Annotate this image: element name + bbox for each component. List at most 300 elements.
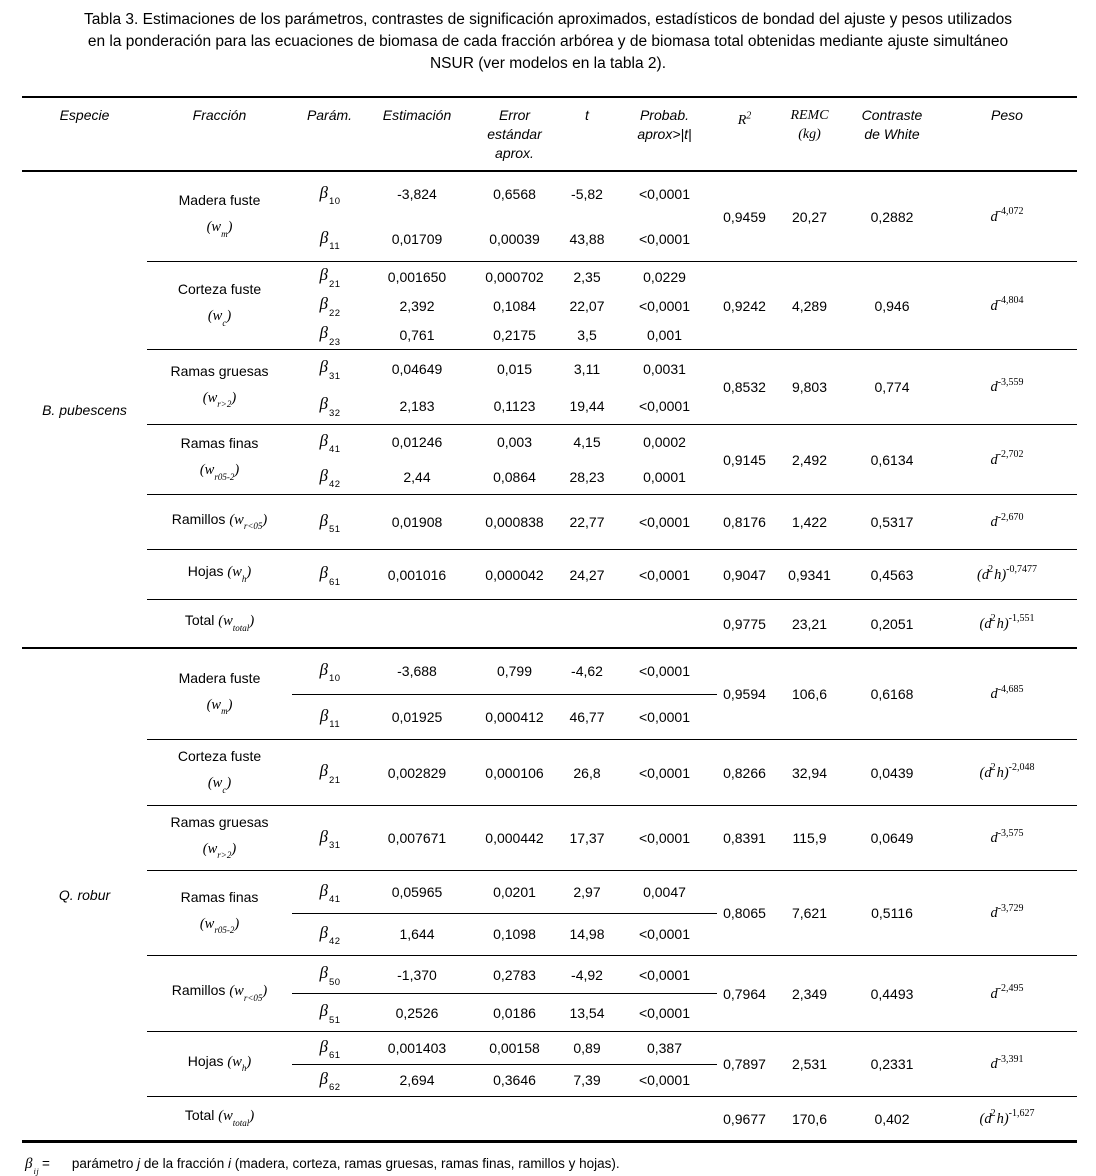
fraction-symbol-line <box>200 461 239 484</box>
fraction-symbol: $(w_h)$ <box>227 1053 252 1074</box>
col-header-param: Parám. <box>306 107 353 123</box>
estimate-value: 1,644 <box>399 926 435 943</box>
weight-value: $d^{-3,559}$ <box>990 376 1024 396</box>
white-contrast-value: 0,774 <box>874 379 910 395</box>
param-row <box>292 956 717 994</box>
param-row <box>292 291 717 320</box>
param-symbol: $\beta_{21}$ <box>319 761 341 786</box>
param-symbol: $\beta_{61}$ <box>319 563 341 588</box>
param-symbol-cell <box>292 394 367 419</box>
param-row <box>292 806 717 870</box>
param-symbol-cell <box>292 660 367 685</box>
param-row <box>292 871 717 914</box>
fraction-symbol: $(w_{total})$ <box>218 1108 255 1128</box>
remc-value: 1,422 <box>791 514 828 530</box>
weight-value: $d^{-4,072}$ <box>990 206 1024 225</box>
param-symbol-cell <box>292 761 367 786</box>
col-header-error-estandar: Error estándar aprox. <box>487 107 542 161</box>
fraction-symbol-line <box>203 389 236 412</box>
fraction-name: Ramillos $(w_{r<05})$ <box>171 982 268 1003</box>
stderr-value: 0,2783 <box>493 966 536 983</box>
fraction-group <box>147 805 1077 870</box>
param-symbol: $\beta_{41}$ <box>319 431 341 456</box>
white-contrast-value: 0,6134 <box>870 451 914 468</box>
stderr-value: 0,00039 <box>489 230 540 247</box>
param-symbol-cell <box>292 466 367 488</box>
param-row <box>292 495 717 549</box>
param-symbol: $\beta_{41}$ <box>319 880 341 905</box>
species-name: B. pubescens <box>42 401 127 418</box>
fit-statistics <box>717 600 1077 647</box>
weight-value: $(d^2h)^{-0,7477}$ <box>976 564 1038 583</box>
fit-statistics <box>717 425 1077 494</box>
estimate-value: 0,2526 <box>395 1004 439 1021</box>
param-rows <box>292 172 717 261</box>
param-symbol: $\beta_{10}$ <box>319 660 341 685</box>
caption-line-2: en la ponderación para las ecuaciones de biomasa de cada fracción arbórea y de biomasa total obtenidas mediante ajuste simultáneo <box>87 33 1009 50</box>
p-value: 0,387 <box>646 1039 683 1056</box>
estimate-value: 0,001016 <box>387 566 447 583</box>
t-value: 0,89 <box>573 1039 601 1056</box>
t-value: 46,77 <box>569 708 605 725</box>
r2-value: 0,9145 <box>723 451 766 468</box>
fraction-symbol: $(w_{r>2})$ <box>202 389 237 410</box>
param-row <box>292 320 717 349</box>
param-rows <box>292 1097 717 1140</box>
col-header-fraccion: Fracción <box>192 107 247 123</box>
fraction-group <box>147 739 1077 805</box>
col-header-probab: Probab. aprox>|t| <box>637 107 692 142</box>
remc-value: 32,94 <box>791 764 828 781</box>
p-value: 0,0031 <box>643 360 686 377</box>
weight-cell <box>937 614 1077 633</box>
p-value: <0,0001 <box>639 966 690 983</box>
p-value: <0,0001 <box>639 397 690 414</box>
footnote-equals: = <box>41 1156 50 1171</box>
param-symbol-cell <box>292 881 367 903</box>
param-symbol-cell <box>292 431 367 456</box>
weight-cell <box>937 829 1077 848</box>
white-contrast-value: 0,0649 <box>870 830 914 846</box>
remc-value: 2,349 <box>791 985 828 1002</box>
fraction-symbol: $(w_{total})$ <box>218 613 255 633</box>
white-contrast-value: 0,2882 <box>870 208 914 225</box>
col-header-especie: Especie <box>59 107 110 123</box>
estimate-value: 0,01925 <box>391 708 443 725</box>
p-value: <0,0001 <box>639 514 690 530</box>
fraction-name: Madera fuste <box>178 192 261 209</box>
white-contrast-value: 0,946 <box>874 297 910 314</box>
remc-value: 7,621 <box>791 905 828 921</box>
r2-value: 0,8532 <box>723 379 766 395</box>
fraction-symbol-line <box>203 840 236 863</box>
white-contrast-value: 0,2051 <box>870 615 914 632</box>
species-name: Q. robur <box>58 886 111 903</box>
weight-cell <box>937 1109 1077 1128</box>
table-header-row <box>22 98 1077 172</box>
fraction-label <box>147 1097 292 1140</box>
fraction-name: Corteza fuste <box>177 748 262 765</box>
stderr-value: 0,000042 <box>485 566 544 583</box>
param-symbol-cell <box>292 706 367 728</box>
fraction-symbol: $(w_{r05-2})$ <box>199 462 240 482</box>
t-value: 3,11 <box>573 360 601 377</box>
param-rows <box>292 425 717 494</box>
param-symbol-cell <box>292 963 367 988</box>
fraction-name: Hojas $(w_h)$ <box>187 563 252 584</box>
p-value: <0,0001 <box>639 663 690 680</box>
param-symbol: $\beta_{23}$ <box>319 323 341 348</box>
param-symbol: $\beta_{11}$ <box>319 227 341 252</box>
weight-value: $d^{-2,702}$ <box>990 449 1024 468</box>
estimate-value: 0,01908 <box>391 514 443 530</box>
param-symbol: $\beta_{42}$ <box>319 923 341 948</box>
fraction-label <box>147 649 292 739</box>
white-contrast-value: 0,6168 <box>870 686 914 702</box>
white-contrast-value: 0,4493 <box>870 985 914 1002</box>
nsur-table <box>22 96 1077 1143</box>
stderr-value: 0,0201 <box>493 883 536 900</box>
param-symbol-cell <box>292 826 367 852</box>
fraction-symbol: $(w_{r<05})$ <box>229 511 268 532</box>
species-section <box>22 172 1077 647</box>
white-contrast-value: 0,4563 <box>870 566 914 583</box>
stderr-value: 0,015 <box>496 360 533 377</box>
fraction-label <box>147 740 292 805</box>
t-value: 17,37 <box>569 830 605 846</box>
estimate-value: 0,01246 <box>391 434 443 451</box>
stderr-value: 0,799 <box>496 663 533 680</box>
param-rows <box>292 262 717 349</box>
t-value: 13,54 <box>569 1004 605 1021</box>
param-row <box>292 425 717 460</box>
fraction-name: Ramas gruesas <box>170 362 269 379</box>
fraction-symbol: $(w_m)$ <box>206 696 233 717</box>
fit-statistics <box>717 350 1077 424</box>
t-value: 7,39 <box>573 1072 601 1089</box>
remc-value: 9,803 <box>791 379 828 395</box>
fraction-name: Ramas finas <box>180 888 259 905</box>
estimate-value: 0,001650 <box>387 268 447 285</box>
weight-cell <box>937 685 1077 704</box>
r2-value: 0,9459 <box>723 208 766 225</box>
fraction-name: Ramas finas <box>180 435 259 452</box>
white-contrast-value: 0,402 <box>874 1110 910 1127</box>
t-value: 3,5 <box>577 326 597 343</box>
fraction-name: Total $(w_{total})$ <box>184 612 255 633</box>
fraction-group <box>147 549 1077 599</box>
col-header-t: t <box>585 107 589 123</box>
table-body <box>22 172 1077 1143</box>
fit-statistics <box>717 871 1077 955</box>
beta-ij-symbol: $\beta_{ij}$ <box>25 1156 40 1176</box>
estimate-value: 0,01709 <box>391 230 443 247</box>
t-value: 28,23 <box>569 468 605 485</box>
param-symbol: $\beta_{51}$ <box>319 1001 341 1026</box>
param-row <box>292 460 717 495</box>
param-rows <box>292 806 717 870</box>
param-rows <box>292 550 717 599</box>
p-value: <0,0001 <box>639 708 690 725</box>
stderr-value: 0,1084 <box>493 297 536 314</box>
fraction-label <box>147 495 292 549</box>
fraction-group <box>147 649 1077 739</box>
param-rows <box>292 350 717 424</box>
param-row <box>292 172 717 217</box>
fit-statistics <box>717 172 1077 261</box>
p-value: <0,0001 <box>639 830 690 846</box>
param-rows <box>292 956 717 1031</box>
fraction-symbol: $(w_{r>2})$ <box>202 840 237 861</box>
estimate-value: -3,824 <box>397 186 437 203</box>
p-value: <0,0001 <box>639 566 690 583</box>
param-rows <box>292 1032 717 1096</box>
fraction-group <box>147 1096 1077 1140</box>
estimate-value: 0,761 <box>399 326 435 343</box>
param-symbol: $\beta_{21}$ <box>319 265 341 290</box>
stderr-value: 0,000412 <box>485 708 544 725</box>
param-symbol-cell <box>292 923 367 948</box>
param-symbol: $\beta_{32}$ <box>319 394 341 419</box>
fit-statistics <box>717 740 1077 805</box>
fraction-group <box>147 870 1077 955</box>
table-footnote <box>25 1156 1096 1174</box>
t-value: -5,82 <box>571 186 603 203</box>
p-value: <0,0001 <box>639 1072 690 1089</box>
fraction-name: Ramillos $(w_{r<05})$ <box>171 510 268 532</box>
t-value: 14,98 <box>569 926 605 943</box>
weight-cell <box>937 450 1077 469</box>
r2-value: 0,8176 <box>723 514 766 530</box>
estimate-value: 0,007671 <box>387 830 447 846</box>
estimate-value: -1,370 <box>397 966 437 983</box>
weight-cell <box>937 378 1077 397</box>
fraction-label <box>147 600 292 647</box>
param-rows <box>292 871 717 955</box>
stderr-value: 0,00158 <box>489 1039 540 1056</box>
fraction-group <box>147 599 1077 647</box>
t-value: 4,15 <box>573 434 601 451</box>
param-symbol: $\beta_{50}$ <box>319 963 341 988</box>
p-value: <0,0001 <box>639 926 690 943</box>
param-symbol-cell <box>292 563 367 588</box>
t-value: 22,77 <box>569 514 605 530</box>
white-contrast-value: 0,0439 <box>870 764 914 781</box>
stderr-value: 0,0186 <box>493 1004 536 1021</box>
p-value: 0,0002 <box>643 434 686 451</box>
fraction-group <box>147 424 1077 494</box>
fraction-symbol: $(w_m)$ <box>206 219 233 239</box>
param-symbol-cell <box>292 1001 367 1026</box>
param-symbol-cell <box>292 323 367 348</box>
fraction-symbol: $(w_c)$ <box>207 308 232 328</box>
weight-cell <box>937 207 1077 226</box>
param-row <box>292 649 717 695</box>
estimate-value: 0,05965 <box>391 883 443 900</box>
param-symbol: $\beta_{31}$ <box>319 357 341 382</box>
col-header-peso: Peso <box>991 107 1023 123</box>
p-value: 0,001 <box>646 326 683 343</box>
fit-statistics <box>717 1097 1077 1140</box>
fraction-label <box>147 956 292 1031</box>
param-symbol: $\beta_{51}$ <box>319 510 341 536</box>
param-symbol-cell <box>292 357 367 382</box>
fit-statistics <box>717 550 1077 599</box>
param-symbol-cell <box>292 510 367 536</box>
param-rows <box>292 649 717 739</box>
white-contrast-value: 0,5116 <box>871 905 913 921</box>
param-row <box>292 740 717 805</box>
p-value: 0,0229 <box>643 268 686 285</box>
fraction-name: Total $(w_{total})$ <box>184 1107 255 1128</box>
param-row <box>292 387 717 424</box>
r2-value: 0,7897 <box>723 1056 766 1072</box>
param-symbol: $\beta_{62}$ <box>319 1069 341 1094</box>
fraction-group <box>147 261 1077 349</box>
r2-value: 0,8391 <box>723 830 766 846</box>
weight-value: $(d^2h)^{-1,627}$ <box>979 1108 1035 1127</box>
param-row <box>292 1065 717 1097</box>
stderr-value: 0,0864 <box>493 468 536 485</box>
estimate-value: 2,44 <box>403 468 431 485</box>
remc-value: 23,21 <box>791 615 828 632</box>
param-symbol: $\beta_{11}$ <box>319 705 341 730</box>
fraction-label <box>147 350 292 424</box>
remc-value: 2,492 <box>791 451 828 468</box>
weight-value: $d^{-3,575}$ <box>990 827 1024 847</box>
remc-value: 0,9341 <box>788 566 831 583</box>
param-symbol-cell <box>292 265 367 290</box>
caption-line-1: Tabla 3. Estimaciones de los parámetros, contrastes de significación aproximados, estadísticos de bondad del ajuste y pesos utilizados <box>84 11 1012 28</box>
fraction-groups <box>147 649 1077 1140</box>
fit-statistics <box>717 495 1077 549</box>
species-section <box>22 647 1077 1140</box>
weight-cell <box>937 513 1077 532</box>
stderr-value: 0,000838 <box>485 514 544 530</box>
param-symbol-cell <box>292 183 367 208</box>
weight-cell <box>937 1055 1077 1074</box>
stderr-value: 0,3646 <box>493 1072 536 1089</box>
white-contrast-value: 0,5317 <box>870 514 914 530</box>
t-value: 19,44 <box>569 397 605 414</box>
estimate-value: 2,694 <box>399 1072 435 1089</box>
estimate-value: 0,002829 <box>387 764 447 781</box>
fit-statistics <box>717 649 1077 739</box>
param-row <box>292 350 717 387</box>
fraction-label <box>147 425 292 494</box>
remc-value: 20,27 <box>791 208 828 225</box>
fit-statistics <box>717 1032 1077 1096</box>
r2-value: 0,9242 <box>723 297 766 314</box>
col-header-remc: REMC (kg) <box>790 108 829 142</box>
r2-value: 0,7964 <box>723 985 766 1002</box>
r2-value: 0,9775 <box>723 615 766 632</box>
weight-cell <box>937 984 1077 1003</box>
estimate-value: -3,688 <box>397 663 437 680</box>
param-row <box>292 217 717 262</box>
r2-value: 0,8266 <box>723 764 766 781</box>
param-symbol-cell <box>292 294 367 319</box>
param-row <box>292 994 717 1031</box>
footnote-text: parámetro j de la fracción i (madera, corteza, ramas gruesas, ramas finas, ramillos y hojas). <box>71 1156 620 1171</box>
fraction-symbol-line <box>208 307 231 330</box>
t-value: 2,97 <box>573 883 601 900</box>
col-header-estimacion: Estimación <box>382 107 452 123</box>
fraction-label <box>147 1032 292 1096</box>
fraction-groups <box>147 172 1077 647</box>
fraction-label <box>147 550 292 599</box>
stderr-value: 0,6568 <box>493 186 536 203</box>
param-symbol: $\beta_{31}$ <box>319 826 341 852</box>
t-value: 2,35 <box>573 268 601 285</box>
fraction-name: Hojas $(w_h)$ <box>187 1052 252 1074</box>
param-row <box>292 262 717 291</box>
r2-value: 0,9047 <box>723 566 766 583</box>
fit-statistics <box>717 806 1077 870</box>
p-value: <0,0001 <box>639 186 690 203</box>
weight-cell <box>937 763 1077 782</box>
fraction-name: Madera fuste <box>178 669 261 686</box>
weight-value: $(d^2h)^{-1,551}$ <box>979 613 1035 632</box>
weight-value: $d^{-4,804}$ <box>990 295 1024 314</box>
t-value: -4,92 <box>571 966 603 983</box>
weight-value: $d^{-2,495}$ <box>990 983 1024 1002</box>
fraction-name: Ramas gruesas <box>170 813 269 830</box>
stderr-value: 0,000702 <box>485 268 544 285</box>
weight-value: $d^{-4,685}$ <box>990 683 1024 703</box>
param-symbol: $\beta_{22}$ <box>319 294 341 319</box>
param-row <box>292 550 717 599</box>
stderr-value: 0,2175 <box>493 326 536 343</box>
p-value: 0,0001 <box>643 468 686 485</box>
fraction-label <box>147 806 292 870</box>
estimate-value: 0,04649 <box>391 360 443 377</box>
param-rows <box>292 495 717 549</box>
estimate-value: 2,392 <box>399 297 435 314</box>
estimate-value: 0,001403 <box>387 1039 447 1056</box>
stderr-value: 0,000442 <box>485 830 544 846</box>
p-value: <0,0001 <box>639 1004 690 1021</box>
fit-statistics <box>717 262 1077 349</box>
t-value: 22,07 <box>569 297 605 314</box>
param-row <box>292 695 717 740</box>
stderr-value: 0,003 <box>496 434 533 451</box>
param-row <box>292 914 717 956</box>
fraction-symbol: $(w_c)$ <box>207 775 232 795</box>
fraction-group <box>147 955 1077 1031</box>
t-value: 24,27 <box>569 566 605 583</box>
remc-value: 170,6 <box>791 1110 828 1127</box>
fraction-group <box>147 494 1077 549</box>
weight-cell <box>937 904 1077 923</box>
estimate-value: 2,183 <box>399 397 435 414</box>
fraction-symbol-line <box>207 696 233 719</box>
fraction-label <box>147 172 292 261</box>
fraction-symbol: $(w_{r05-2})$ <box>199 915 240 936</box>
fraction-label <box>147 262 292 349</box>
param-symbol-cell <box>292 228 367 250</box>
stderr-value: 0,1098 <box>493 926 536 943</box>
weight-value: $(d^2h)^{-2,048}$ <box>979 762 1035 781</box>
fraction-symbol: $(w_{r<05})$ <box>229 983 268 1003</box>
remc-value: 115,9 <box>792 830 827 846</box>
table-caption <box>6 0 1090 75</box>
param-symbol: $\beta_{10}$ <box>319 183 341 208</box>
param-symbol-cell <box>292 1037 367 1059</box>
remc-value: 4,289 <box>791 297 828 314</box>
fraction-group <box>147 1031 1077 1096</box>
param-symbol: $\beta_{61}$ <box>319 1036 341 1061</box>
